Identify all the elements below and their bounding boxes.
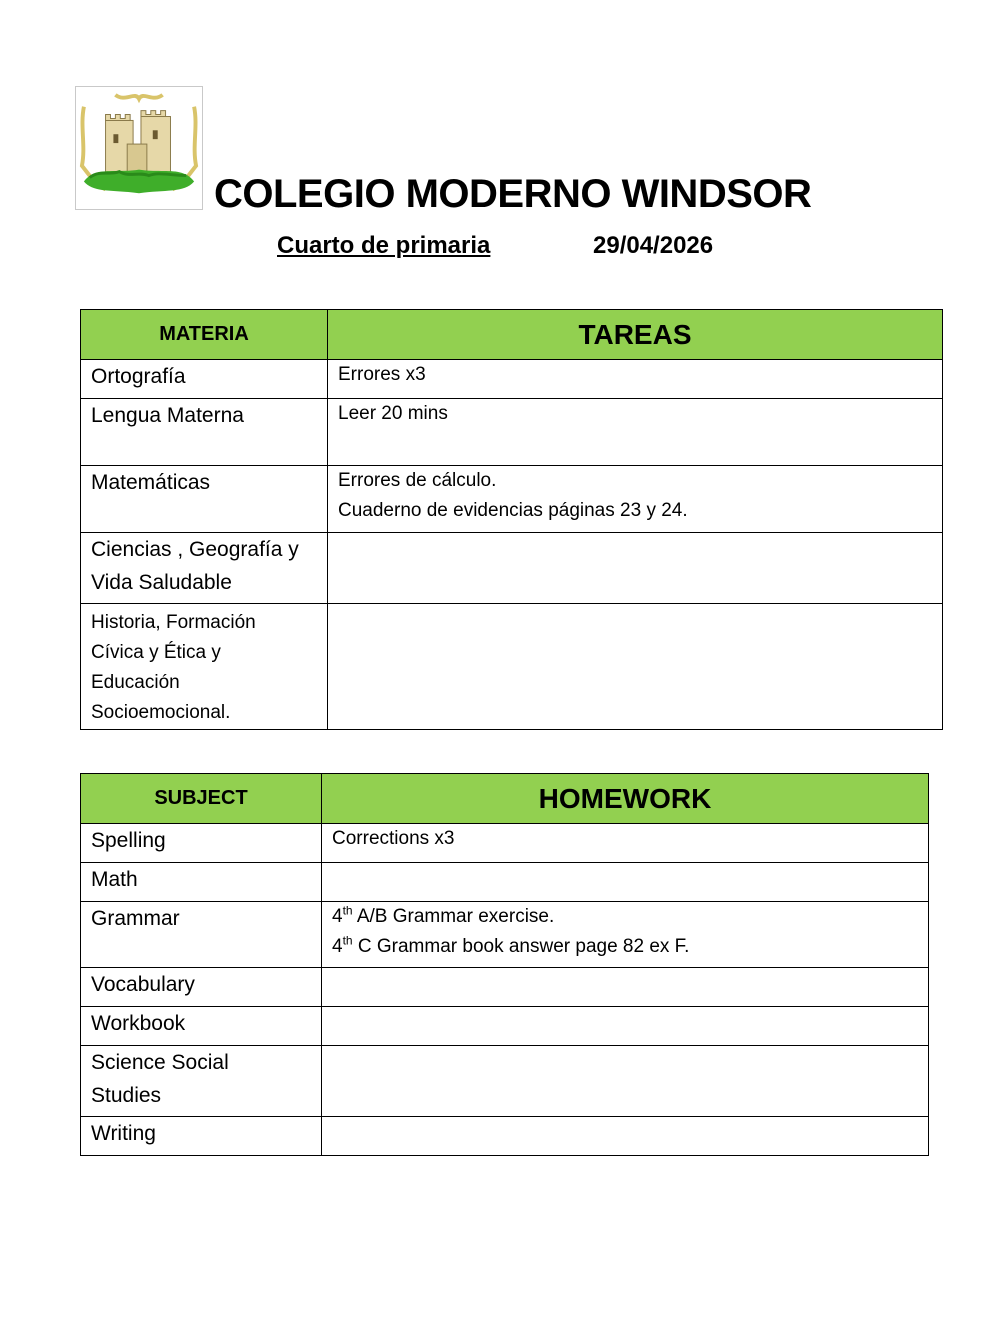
- table-row: [81, 1117, 929, 1156]
- school-name: COLEGIO MODERNO WINDSOR: [214, 172, 812, 216]
- subject-cell: [81, 902, 322, 968]
- subject-text: Studies: [91, 1084, 162, 1107]
- task-text: Leer 20 mins: [338, 403, 448, 424]
- task-cell: [322, 902, 929, 968]
- table-row: [81, 399, 943, 466]
- grade-number: 4: [332, 936, 343, 957]
- task-text: Cuaderno de evidencias páginas 23 y 24.: [338, 500, 688, 521]
- subject-cell: [81, 399, 328, 466]
- subject-cell: [81, 604, 328, 730]
- task-cell: [322, 968, 929, 1007]
- table-row: [81, 863, 929, 902]
- task-cell: [322, 824, 929, 863]
- task-cell: [322, 863, 929, 902]
- column-header-materia: MATERIA: [81, 310, 328, 360]
- grade-label: Cuarto de primaria: [277, 232, 491, 259]
- subject-cell: [81, 533, 328, 604]
- task-text: Corrections x3: [332, 828, 455, 849]
- subject-text: Math: [91, 868, 138, 891]
- column-header-subject: SUBJECT: [81, 774, 322, 824]
- school-logo: [75, 86, 203, 210]
- subject-cell: [81, 1007, 322, 1046]
- subject-text: Matemáticas: [91, 471, 211, 494]
- subject-cell: [81, 968, 322, 1007]
- subject-text: Ciencias , Geografía y: [91, 538, 299, 561]
- task-text: Errores x3: [338, 364, 426, 385]
- subject-text: Writing: [91, 1122, 156, 1145]
- subject-text: Lengua Materna: [91, 404, 244, 427]
- task-text: Errores de cálculo.: [338, 470, 497, 491]
- task-cell: [328, 399, 943, 466]
- task-text: [332, 902, 918, 932]
- subject-text: Historia, Formación: [91, 612, 256, 633]
- english-homework-table: [80, 773, 929, 1156]
- table-row: [81, 1046, 929, 1117]
- task-description: C Grammar book answer page 82 ex F.: [352, 936, 690, 957]
- subject-cell: [81, 1117, 322, 1156]
- task-cell: [322, 1117, 929, 1156]
- subject-text: Ortografía: [91, 365, 186, 388]
- task-cell: [328, 604, 943, 730]
- table-row: [81, 604, 943, 730]
- subject-cell: [81, 360, 328, 399]
- task-cell: [322, 1007, 929, 1046]
- subject-cell: [81, 824, 322, 863]
- column-header-tareas: TAREAS: [328, 310, 943, 360]
- ordinal-suffix: th: [342, 903, 353, 918]
- table-row: [81, 360, 943, 399]
- ordinal-suffix: th: [342, 933, 353, 948]
- task-cell: [328, 360, 943, 399]
- subject-cell: [81, 466, 328, 533]
- subject-text: Educación: [91, 672, 180, 693]
- date-label: 29/04/2026: [593, 232, 714, 259]
- subject-text: Vida Saludable: [91, 571, 232, 594]
- grade-number: 4: [332, 906, 343, 927]
- subject-cell: [81, 863, 322, 902]
- table-row: [81, 968, 929, 1007]
- subject-text: Spelling: [91, 829, 166, 852]
- subject-text: Socioemocional.: [91, 702, 231, 723]
- table-row: [81, 466, 943, 533]
- table-row: [81, 902, 929, 968]
- subject-text: Workbook: [91, 1012, 186, 1035]
- table-row: [81, 533, 943, 604]
- table-row: [81, 1007, 929, 1046]
- task-cell: [328, 466, 943, 533]
- task-text: [332, 932, 918, 962]
- subject-text: Science Social: [91, 1051, 229, 1074]
- subject-text: Grammar: [91, 907, 180, 930]
- task-cell: [322, 1046, 929, 1117]
- task-description: A/B Grammar exercise.: [352, 906, 555, 927]
- subject-text: Vocabulary: [91, 973, 195, 996]
- subject-cell: [81, 1046, 322, 1117]
- spanish-homework-table: [80, 309, 943, 730]
- column-header-homework: HOMEWORK: [322, 774, 929, 824]
- task-cell: [328, 533, 943, 604]
- subject-text: Cívica y Ética y: [91, 642, 221, 663]
- castle-crest-icon: [76, 87, 202, 209]
- table-row: [81, 824, 929, 863]
